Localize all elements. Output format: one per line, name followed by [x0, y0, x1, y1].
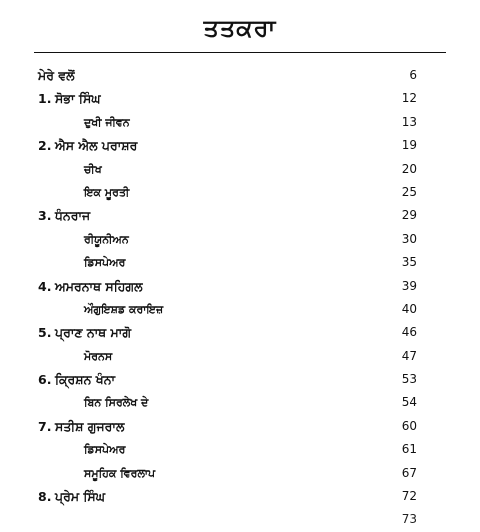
- toc-subentry: [0, 345, 480, 368]
- toc-chapter-entry: [0, 134, 480, 157]
- toc-subentry: [0, 181, 480, 204]
- entry-title: ਡਿਸਪੇਅਰ: [84, 256, 126, 270]
- page-number: 53: [401, 372, 417, 387]
- entry-title: ਬਿਨ ਸਿਰਲੇਖ ਦੇ: [84, 396, 149, 410]
- toc-subentry: [0, 298, 480, 321]
- chapter-number: 6.: [38, 372, 52, 388]
- entry-title: ਅਮਰਨਾਥ ਸਹਿਗਲ: [55, 278, 143, 294]
- toc-subentry: [0, 158, 480, 181]
- toc-subentry: [0, 391, 480, 414]
- toc-chapter-entry: [0, 485, 480, 508]
- entry-title: ਸਤੀਸ਼ ਗੁਜਰਾਲ: [55, 418, 125, 434]
- page-number: 20: [401, 161, 417, 176]
- page-number: 25: [401, 184, 417, 199]
- page-number: 46: [401, 325, 417, 340]
- page-number: 39: [401, 278, 417, 293]
- entry-title: ਪ੍ਰੇਮ ਸਿੰਘ: [55, 489, 106, 505]
- toc-chapter-entry: [0, 415, 480, 438]
- title-rule: [34, 52, 446, 53]
- page-number: 60: [401, 418, 417, 433]
- page-title: ਤਤਕਰਾ: [203, 14, 277, 42]
- toc-chapter-entry: [0, 87, 480, 110]
- toc-chapter-entry: [0, 321, 480, 344]
- entry-title: ਚੀਖ: [84, 162, 102, 176]
- page-number: 19: [401, 138, 417, 153]
- page-number: 72: [401, 489, 417, 504]
- entry-title: ਪ੍ਰਾਣ ਨਾਥ ਮਾਗੋ: [55, 325, 132, 341]
- toc-chapter-entry: [0, 204, 480, 227]
- toc-subentry: [0, 111, 480, 134]
- page-number: 73: [401, 512, 417, 527]
- entry-title: ਸੋਭਾ ਸਿੰਘ: [55, 91, 101, 107]
- page-number: 29: [401, 208, 417, 223]
- entry-title: ਐਸ ਐਲ ਪਰਾਸ਼ਰ: [55, 138, 138, 154]
- chapter-number: 8.: [38, 489, 52, 505]
- entry-title: ਸਮੂਹਿਕ ਵਿਰਲਾਪ: [84, 466, 156, 480]
- page-number: 61: [401, 442, 417, 457]
- toc-subentry: [0, 438, 480, 461]
- toc-subentry: [0, 462, 480, 485]
- page-number: 67: [401, 465, 417, 480]
- entry-title: ਮੇਰੇ ਵਲੋਂ: [38, 68, 75, 83]
- page-number: 47: [401, 348, 417, 363]
- toc-chapter-entry: [0, 275, 480, 298]
- toc-subentry: [0, 251, 480, 274]
- entry-title: ਮੋਰਨਸ: [84, 349, 113, 363]
- chapter-number: 7.: [38, 418, 52, 434]
- page-number: 13: [401, 114, 417, 129]
- chapter-number: 4.: [38, 278, 52, 294]
- toc-chapter-entry: [0, 368, 480, 391]
- page-number: 12: [401, 91, 417, 106]
- chapter-number: 1.: [38, 91, 52, 107]
- page-number: 40: [401, 301, 417, 316]
- table-of-contents: [0, 64, 480, 532]
- toc-foreword-entry: [0, 64, 480, 87]
- chapter-number: 3.: [38, 208, 52, 224]
- entry-title: ਡਿਸਪੇਅਰ: [84, 443, 126, 457]
- entry-title: ਔਗੁਇਸ਼ਡ ਕਰਾਇਜ਼: [84, 302, 164, 316]
- entry-title: ਦੁਖੀ ਜੀਵਨ: [84, 115, 130, 129]
- page-number: 35: [401, 255, 417, 270]
- entry-title: ਕ੍ਰਿਸ਼ਨ ਖੰਨਾ: [55, 372, 116, 388]
- toc-subentry: [0, 228, 480, 251]
- page-number: 54: [401, 395, 417, 410]
- toc-subentry: [0, 508, 480, 531]
- entry-title: ਇਕ ਮੂਰਤੀ: [84, 185, 130, 199]
- entry-title: ਰੀਯੂਨੀਅਨ: [84, 232, 129, 246]
- page-number: 6: [409, 68, 417, 82]
- chapter-number: 2.: [38, 138, 52, 154]
- entry-title: ਧੰਨਰਾਜ: [55, 208, 91, 224]
- page-number: 30: [401, 231, 417, 246]
- chapter-number: 5.: [38, 325, 52, 341]
